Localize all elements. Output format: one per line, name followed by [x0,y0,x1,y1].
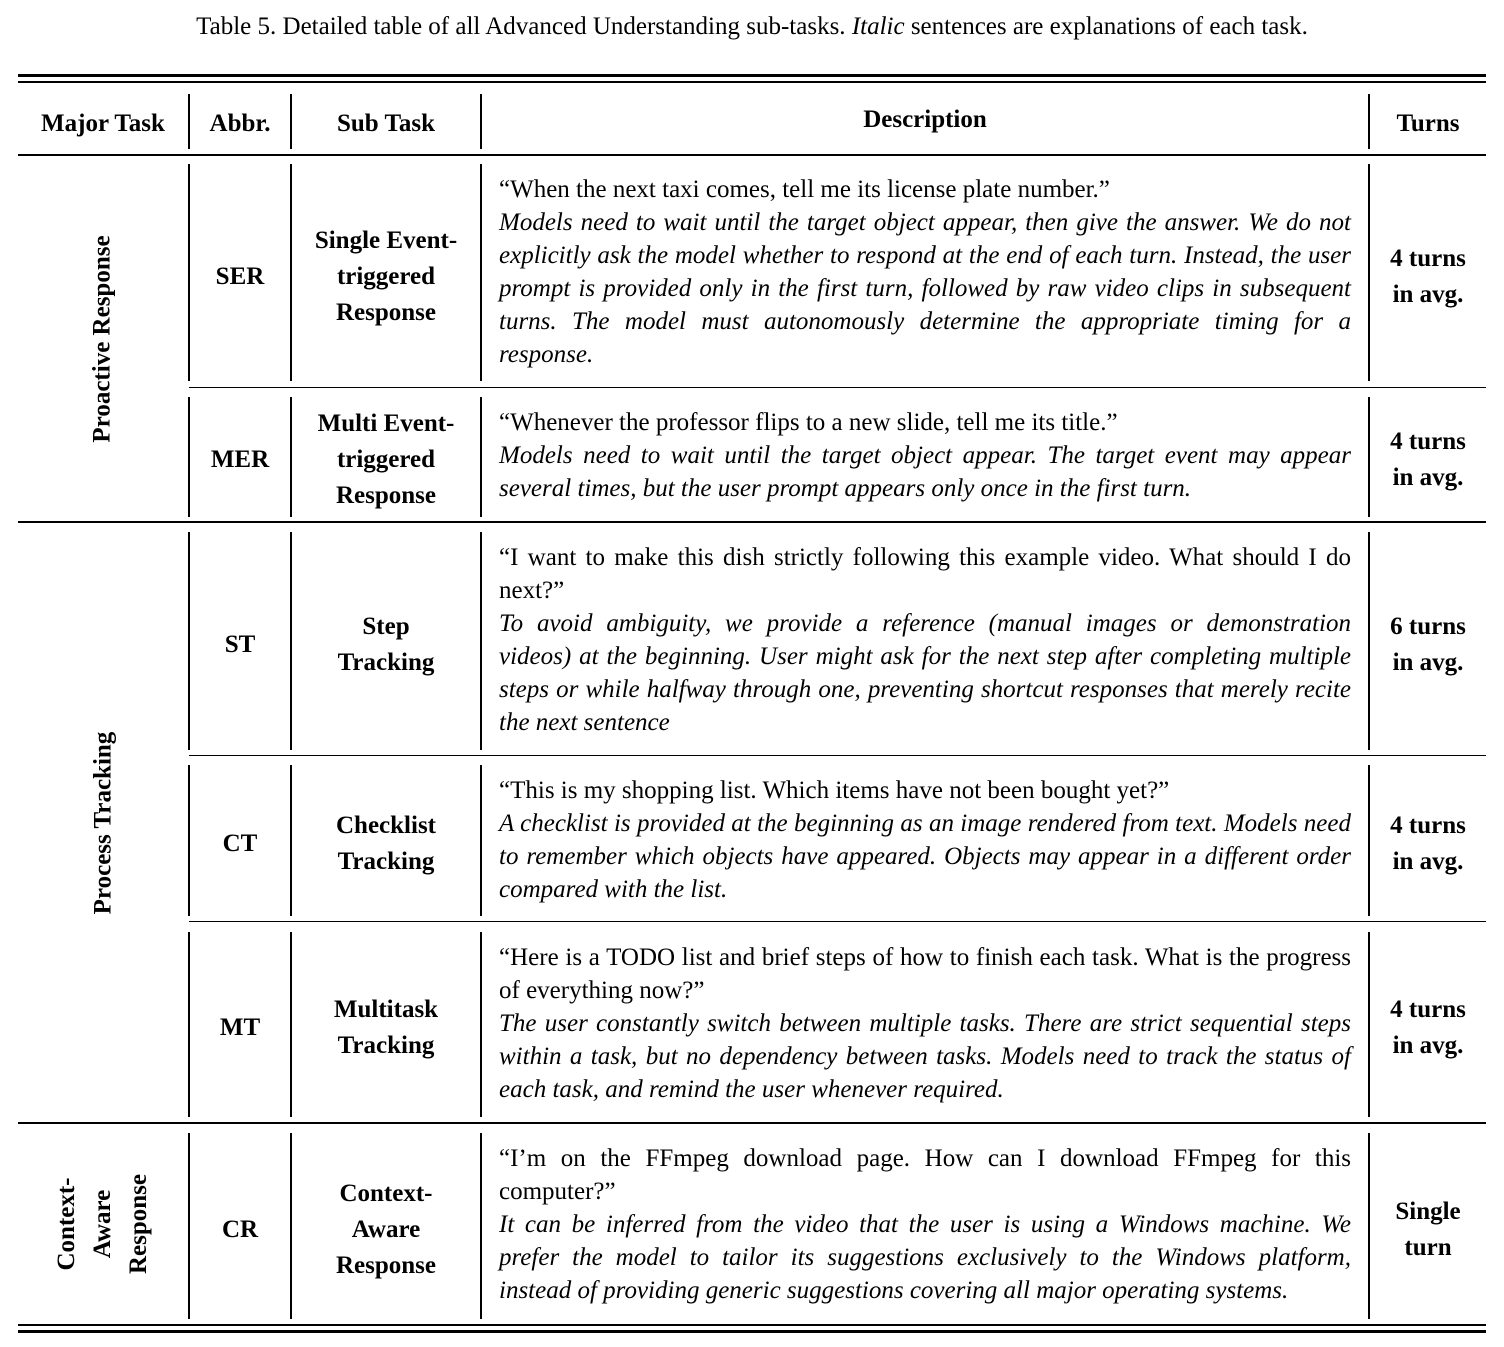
col-line-mt-3 [480,932,482,1117]
turns-cell [1370,397,1486,523]
major-task-label [49,1174,157,1274]
sub-task-line: Single Event- [314,226,458,254]
sub-task-line: Response [335,482,436,509]
sub-task-line: Checklist [336,812,436,839]
description-cell [499,406,1351,505]
bottom-rule-2 [18,1330,1486,1333]
abbr-cell: MT [219,1014,261,1041]
caption-italic-word: Italic [851,13,905,40]
turns-cell [1370,765,1486,923]
header-description: Description [863,106,987,133]
turns-line: in avg. [1392,1032,1464,1059]
abbr-cell: ST [224,630,256,658]
turns-line: in avg. [1392,280,1464,308]
col-line-header-1 [188,94,190,149]
table-caption [0,10,1504,44]
abbr-cell: CR [221,1215,259,1243]
task-quote: “I want to make this dish strictly following this example video. What should I do next?” [499,544,1351,604]
sub-task-cell [292,1133,480,1326]
top-rule-1 [18,74,1486,77]
col-line-st-3 [480,532,482,750]
sub-task-line: triggered [336,446,436,473]
major-task-line: Context- [52,1177,80,1271]
turns-line: 4 turns [1390,428,1466,455]
sub-task-line: Step [362,612,410,640]
task-quote: “I’m on the FFmpeg download page. How can I download FFmpeg for this computer?” [499,1145,1351,1205]
task-quote: “Whenever the professor flips to a new slide, tell me its title.” [499,409,1118,436]
caption-prefix: Table 5. Detailed table of all Advanced Understanding sub-tasks. [196,13,846,40]
sub-task-cell [292,532,480,757]
major-task-process-tracking [18,523,188,1122]
description-cell [499,1142,1351,1307]
abbr-cell: MER [210,446,270,473]
task-explanation: It can be inferred from the video that the user is using a Windows machine. We prefer the model to tailor its suggestions exclusively to the Windows platform, instead of providing generic suggestions covering all major operating systems. [499,1211,1351,1304]
turns-line: 4 turns [1390,244,1466,272]
sub-task-line: Multitask [333,996,439,1023]
major-task-label: Process Tracking [89,731,117,914]
abbr-cell: CT [222,830,258,857]
sub-task-line: Response [335,1251,436,1279]
sub-task-cell [292,765,480,923]
turns-line: 6 turns [1390,612,1466,640]
major-task-context-aware-response [18,1124,188,1324]
header-sub-task: Sub Task [336,110,436,137]
turns-cell [1370,164,1486,389]
col-line-header-2 [290,94,292,149]
turns-line: in avg. [1392,648,1464,676]
caption-suffix: sentences are explanations of each task. [910,13,1308,40]
col-line-header-3 [480,94,482,149]
turns-line: turn [1404,1233,1452,1261]
abbr-cell: SER [215,262,265,290]
sub-task-line: Aware [351,1215,421,1243]
turns-line: 4 turns [1390,996,1466,1023]
task-explanation: To avoid ambiguity, we provide a reference (manual images or demonstration videos) at the beginning. User might ask for the next step after completing multiple steps or while halfway through one, preventing shortcut responses that merely recite the next sentence [499,610,1351,736]
turns-cell [1370,932,1486,1124]
task-explanation: Models need to wait until the target object appear, then give the answer. We do not explicitly ask the model whether to respond at the end of each turn. Instead, the user prompt is provided only in the first turn, followed by raw video clips in subsequent turns. The model must autonomously determine the appropriate timing for a response. [499,209,1351,368]
sub-task-line: triggered [336,262,436,290]
major-task-label: Proactive Response [89,234,116,443]
sub-task-line: Context- [339,1179,433,1207]
sub-task-cell [292,397,480,523]
sub-task-cell [292,932,480,1124]
task-explanation: The user constantly switch between multiple tasks. There are strict sequential steps within a task, but no dependency between tasks. Models need to track the status of each task, and remind the user whenever required. [499,1010,1351,1103]
header-rule [18,154,1486,156]
turns-line: in avg. [1392,848,1464,875]
description-cell [499,173,1351,371]
col-line-ser-3 [480,164,482,381]
col-line-ct-3 [480,765,482,916]
description-cell [499,774,1351,906]
col-line-mer-3 [480,397,482,517]
sub-task-cell [292,164,480,389]
task-quote: “When the next taxi comes, tell me its license plate number.” [499,176,1110,203]
col-line-header-4 [1368,94,1370,149]
turns-line: 4 turns [1390,812,1466,839]
major-task-line: Aware [88,1189,116,1259]
turns-line: in avg. [1392,464,1464,491]
header-turns: Turns [1396,110,1460,137]
major-task-proactive-response [18,156,188,521]
task-explanation: A checklist is provided at the beginning as an image rendered from text. Models need to remember which objects have appeared. Objects may appear in a different order compared with the list. [499,810,1351,903]
sub-task-line: Tracking [337,848,435,875]
task-explanation: Models need to wait until the target object appear. The target event may appear several times, but the user prompt appears only once in the first turn. [499,442,1351,502]
sub-task-line: Tracking [337,648,435,676]
description-cell [499,541,1351,739]
turns-line: Single [1395,1197,1461,1225]
sub-task-line: Tracking [337,1032,435,1059]
turns-cell [1370,1133,1486,1326]
description-cell [499,941,1351,1106]
sub-task-line: Multi Event- [317,410,455,437]
header-abbr: Abbr. [209,110,271,137]
turns-cell [1370,532,1486,757]
task-quote: “This is my shopping list. Which items have not been bought yet?” [499,777,1170,804]
header-major-task: Major Task [41,110,165,137]
major-task-line: Response [124,1173,152,1275]
task-quote: “Here is a TODO list and brief steps of how to finish each task. What is the progress of everything now?” [499,944,1351,1004]
top-rule-2 [18,81,1486,83]
sub-task-line: Response [335,298,436,326]
col-line-cr-3 [480,1133,482,1319]
